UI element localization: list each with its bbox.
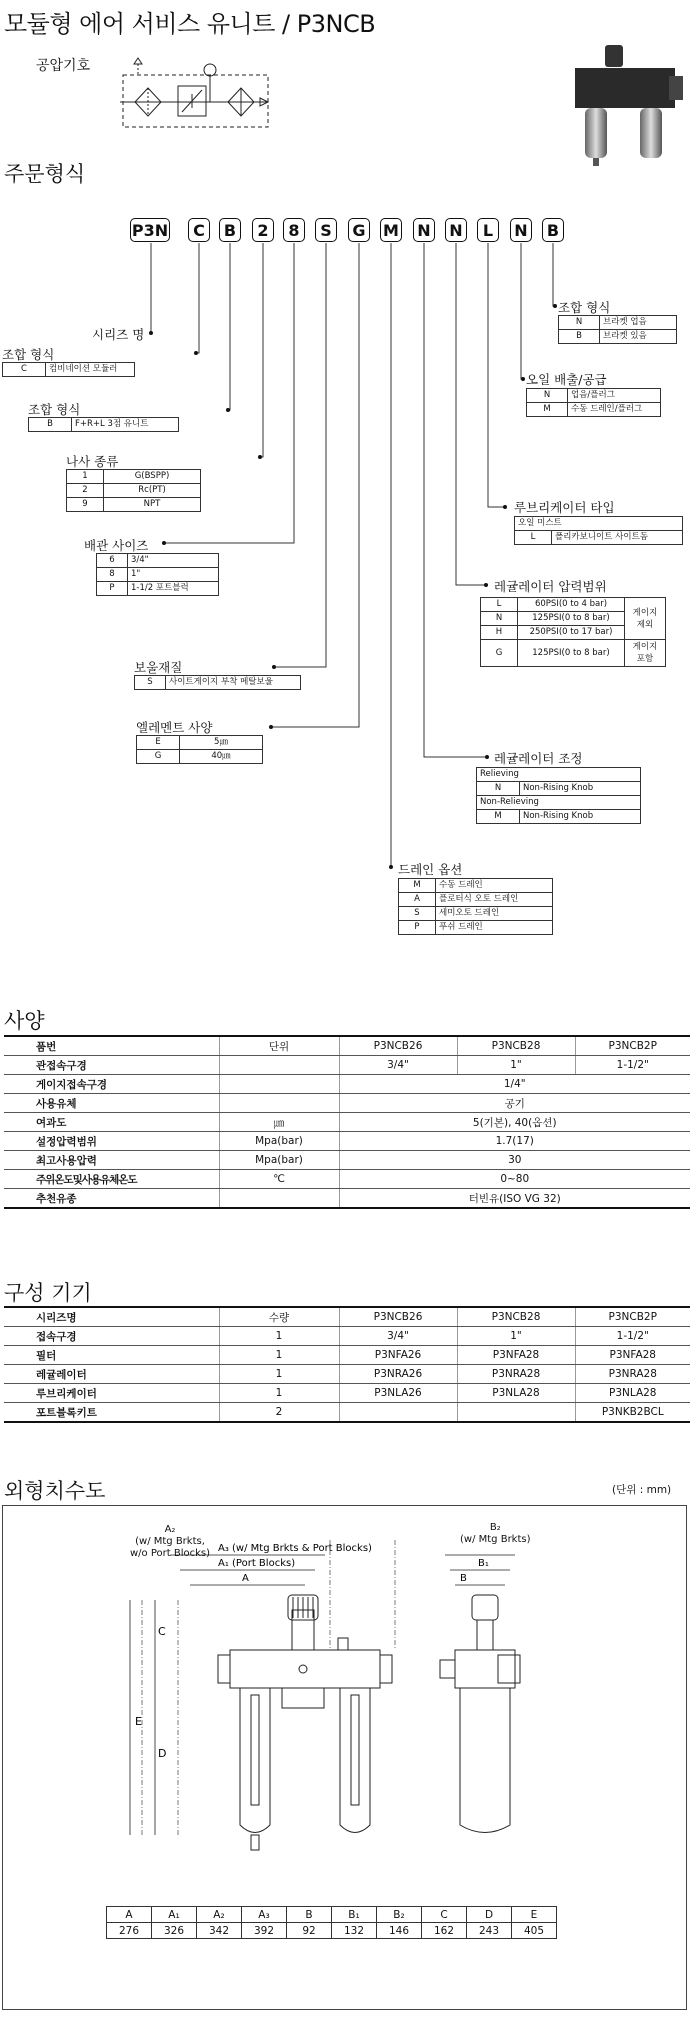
element-label: 엘레멘트 사양 xyxy=(136,720,213,735)
thread-table: 1 G(BSPP) 2 Rc(PT) 9 NPT xyxy=(66,469,201,512)
dims-table: A A₁ A₂ A₃ B B₁ B₂ C D E 276 326 342 392 92 132 146 162 243 405 xyxy=(106,1906,557,1939)
oil-label: 오일 배출/공급 xyxy=(526,372,607,387)
page-title: 모듈형 에어 서비스 유니트 / P3NCB xyxy=(4,10,376,38)
adjust-table: Relieving N Non-Rising Knob Non-Relieving M Non-Rising Knob xyxy=(476,767,641,824)
dim-a3-label: A₃ (w/ Mtg Brkts & Port Blocks) xyxy=(218,1543,372,1554)
pipe-label: 배관 사이즈 xyxy=(84,538,149,553)
dim-b1-label: B₁ xyxy=(478,1558,489,1569)
code-combo2: B xyxy=(219,218,241,242)
code-thread: 2 xyxy=(252,218,274,242)
thread-label: 나사 종류 xyxy=(66,454,119,469)
dims-heading: 외형치수도 xyxy=(4,1479,106,1503)
order-heading: 주문형식 xyxy=(4,162,86,186)
lube-table: 오일 미스트 L 폴리카보니이트 사이트돔 xyxy=(514,516,683,545)
dim-c-label: C xyxy=(158,1625,166,1638)
combo2-label: 조합 형식 xyxy=(28,402,81,417)
code-pipe: 8 xyxy=(283,218,305,242)
components-table: 시리즈명 수량 P3NCB26 P3NCB28 P3NCB2P 접속구경 1 3/4" 1" 1-1/2" 필터 1 P3NFA26 P3NFA28 P3NFA28 레귤레이터 1 P3NRA26 P3NRA28 P3NRA28 루브리케이터 1 P3NLA26 P3NLA28 P3NLA28 포트블록키트 2 P3NKB2BCL xyxy=(4,1306,690,1423)
combo1-label: 조합 형식 xyxy=(2,347,55,362)
element-table: E 5㎛ G 40㎛ xyxy=(136,735,263,764)
bracket-table: N 브라켓 업음 B 브라켓 있음 xyxy=(558,315,677,344)
code-bracket: B xyxy=(542,218,564,242)
dim-e-label: E xyxy=(135,1715,142,1728)
pressure-label: 레귤레이터 압력범위 xyxy=(494,579,607,594)
code-pressure: N xyxy=(445,218,467,242)
code-lube: L xyxy=(477,218,499,242)
bracket-label: 조합 형식 xyxy=(558,300,611,315)
code-combo1: C xyxy=(188,218,210,242)
adjust-label: 레귤레이터 조정 xyxy=(494,751,583,766)
lube-label: 루브리케이터 타입 xyxy=(514,500,615,515)
spec-heading: 사양 xyxy=(4,1009,45,1033)
code-bowl: S xyxy=(315,218,337,242)
dim-b-label: B xyxy=(460,1573,467,1584)
code-series: P3N xyxy=(130,218,170,242)
dim-a1-label: A₁ (Port Blocks) xyxy=(218,1558,296,1569)
oil-table: N 업음/플러그 M 수동 드레인/플러그 xyxy=(526,388,661,417)
combo2-table: B F+R+L 3점 유니트 xyxy=(28,417,179,432)
drain-label: 드레인 옵션 xyxy=(398,862,463,877)
dim-a-label: A xyxy=(242,1573,249,1584)
pipe-table: 6 3/4" 8 1" P 1-1/2 포트블럭 xyxy=(96,553,219,596)
spec-table: 품번 단위 P3NCB26 P3NCB28 P3NCB2P 관접속구경 3/4" 1" 1-1/2" 게이지접속구경 1/4" 사용유체 공기 여과도 ㎛ 5(기본), 40(옵션) 설정압력범위 Mpa(bar) 1.7(17) 최고사용압력 Mpa(bar) 30 주위온도및사용유체온도 ℃ 0~80 추천유종 터빈유(ISO VG 32) xyxy=(4,1035,690,1209)
dims-unit: (단위 : mm) xyxy=(612,1484,672,1496)
code-oil: N xyxy=(510,218,532,242)
symbol-label: 공압기호 xyxy=(36,58,91,74)
pressure-table: L 60PSI(0 to 4 bar) 게이지 제외 N 125PSI(0 to 8 bar) H 250PSI(0 to 17 bar) G 125PSI(0 to 8 bar) 게이지 포함 xyxy=(480,597,666,667)
components-heading: 구성 기기 xyxy=(4,1281,92,1305)
series-label: 시리즈 명 xyxy=(92,327,145,342)
code-drain: M xyxy=(380,218,402,242)
drain-table: M 수동 드레인 A 플로터식 오토 드레인 S 세미오토 드레인 P 푸쉬 드레인 xyxy=(398,878,553,935)
code-adjust: N xyxy=(413,218,435,242)
bowl-table: S 사이트게이지 부착 메탈보울 xyxy=(134,675,301,690)
dimension-drawing xyxy=(100,1535,620,1865)
dim-d-label: D xyxy=(158,1747,167,1760)
order-connector-lines xyxy=(0,0,700,900)
code-element: G xyxy=(348,218,370,242)
bowl-label: 보울재질 xyxy=(134,660,183,675)
dim-b2-label: B₂ (w/ Mtg Brkts) xyxy=(460,1522,531,1545)
dim-a2-label: A₂ (w/ Mtg Brkts, w/o Port Blocks) xyxy=(130,1524,211,1559)
combo1-table: C 컴비네이션 모듈러 xyxy=(2,362,135,377)
